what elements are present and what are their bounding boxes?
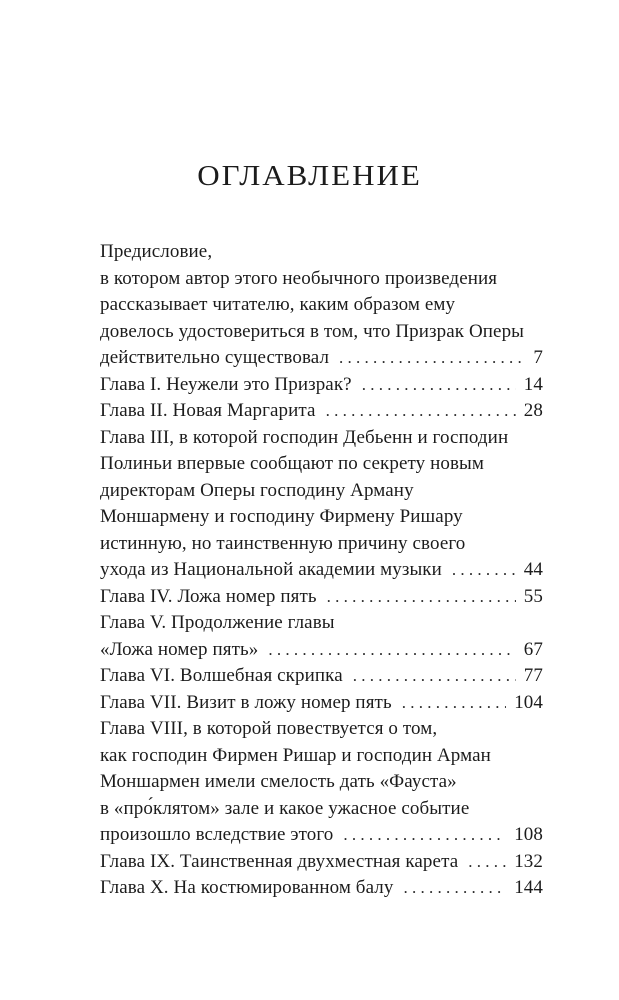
toc-line [100,690,543,717]
toc-line [100,372,543,399]
page-number: 144 [514,877,543,898]
dot-leader [353,663,516,690]
toc-entry[interactable] [100,663,543,690]
toc-line-text: директорам Оперы господину Арману [100,479,414,501]
toc-line [100,557,543,584]
toc-line [100,637,543,664]
dot-leader [327,584,516,611]
toc-line [100,292,543,319]
toc-line-text: Глава III, в которой господин Дебьенн и господин [100,426,509,448]
toc-line-text: Глава II. Новая Маргарита [100,400,316,421]
toc-line [100,504,543,531]
page-title: ОГЛАВЛЕНИЕ [197,159,422,192]
toc-entry[interactable] [100,398,543,425]
toc-line-text: действительно существовал [100,347,330,368]
dot-leader [326,398,516,425]
toc-line-text: рассказывает читателю, каким образом ему [100,294,456,315]
toc-line [100,849,543,876]
toc-line [100,266,543,293]
toc-line [100,531,543,558]
toc-line [100,584,543,611]
toc-entry[interactable] [100,610,543,663]
toc-line [100,425,543,452]
toc-line-text: Глава X. На костюмированном балу [100,877,394,898]
toc-line-text: ухода из Национальной академии музыки [100,559,442,580]
toc-line [100,345,543,372]
page-number: 28 [523,400,543,421]
toc-entry[interactable] [100,425,543,584]
toc-line [100,875,543,902]
dot-leader [402,690,506,717]
page-number: 7 [533,347,543,368]
toc-line-text: Глава IX. Таинственная двухместная карета [100,850,459,872]
page-number: 44 [523,559,543,580]
page-number: 77 [523,665,543,686]
toc-line [100,743,543,770]
dot-leader [403,875,506,902]
toc-line [100,796,543,823]
toc-line-text: Глава VIII, в которой повествуется о том, [100,718,438,739]
toc-line [100,822,543,849]
toc-line-text: произошло вследствие этого [100,824,334,845]
toc-line-text: Глава VI. Волшебная скрипка [100,665,343,686]
toc-line [100,769,543,796]
page-number: 132 [514,850,543,872]
dot-leader [468,849,506,876]
toc-entry[interactable] [100,849,543,876]
toc-line-text: довелось удостовериться в том, что Призрак Оперы [100,320,525,342]
table-of-contents [100,239,543,902]
page-number: 67 [523,638,543,660]
toc-line [100,663,543,690]
toc-line-text: Моншармен имели смелость дать «Фауста» [100,771,457,792]
dot-leader [452,557,516,584]
toc-line [100,398,543,425]
toc-line [100,451,543,478]
page-number: 14 [523,373,543,395]
toc-line-text: как господин Фирмен Ришар и господин Арман [100,744,491,766]
toc-line-text: Глава V. Продолжение главы [100,612,335,633]
toc-line [100,319,543,346]
toc-line [100,610,543,637]
toc-line [100,716,543,743]
dot-leader [362,372,516,399]
toc-line-text: в «про́клятом» зале и какое ужасное событие [100,797,470,819]
page-number: 108 [514,824,543,845]
toc-entry[interactable] [100,875,543,902]
toc-entry[interactable] [100,690,543,717]
page-number: 55 [523,585,543,607]
toc-line-text: Полиньи впервые сообщают по секрету новым [100,453,485,474]
toc-line-text: в котором автор этого необычного произведения [100,267,498,289]
toc-entry[interactable] [100,372,543,399]
page-number: 104 [514,691,543,713]
dot-leader [339,345,525,372]
toc-entry[interactable] [100,716,543,849]
toc-line [100,478,543,505]
dot-leader [268,637,515,664]
toc-line-text: Глава IV. Ложа номер пять [100,585,317,607]
toc-line [100,239,543,266]
dot-leader [343,822,506,849]
toc-line-text: истинную, но таинственную причину своего [100,532,466,554]
toc-line-text: «Ложа номер пять» [100,638,259,660]
toc-line-text: Глава I. Неужели это Призрак? [100,373,352,395]
toc-line-text: Моншармену и господину Фирмену Ришару [100,506,463,527]
toc-entry[interactable] [100,239,543,372]
toc-line-text: Предисловие, [100,241,213,262]
toc-line-text: Глава VII. Визит в ложу номер пять [100,691,392,713]
toc-entry[interactable] [100,584,543,611]
